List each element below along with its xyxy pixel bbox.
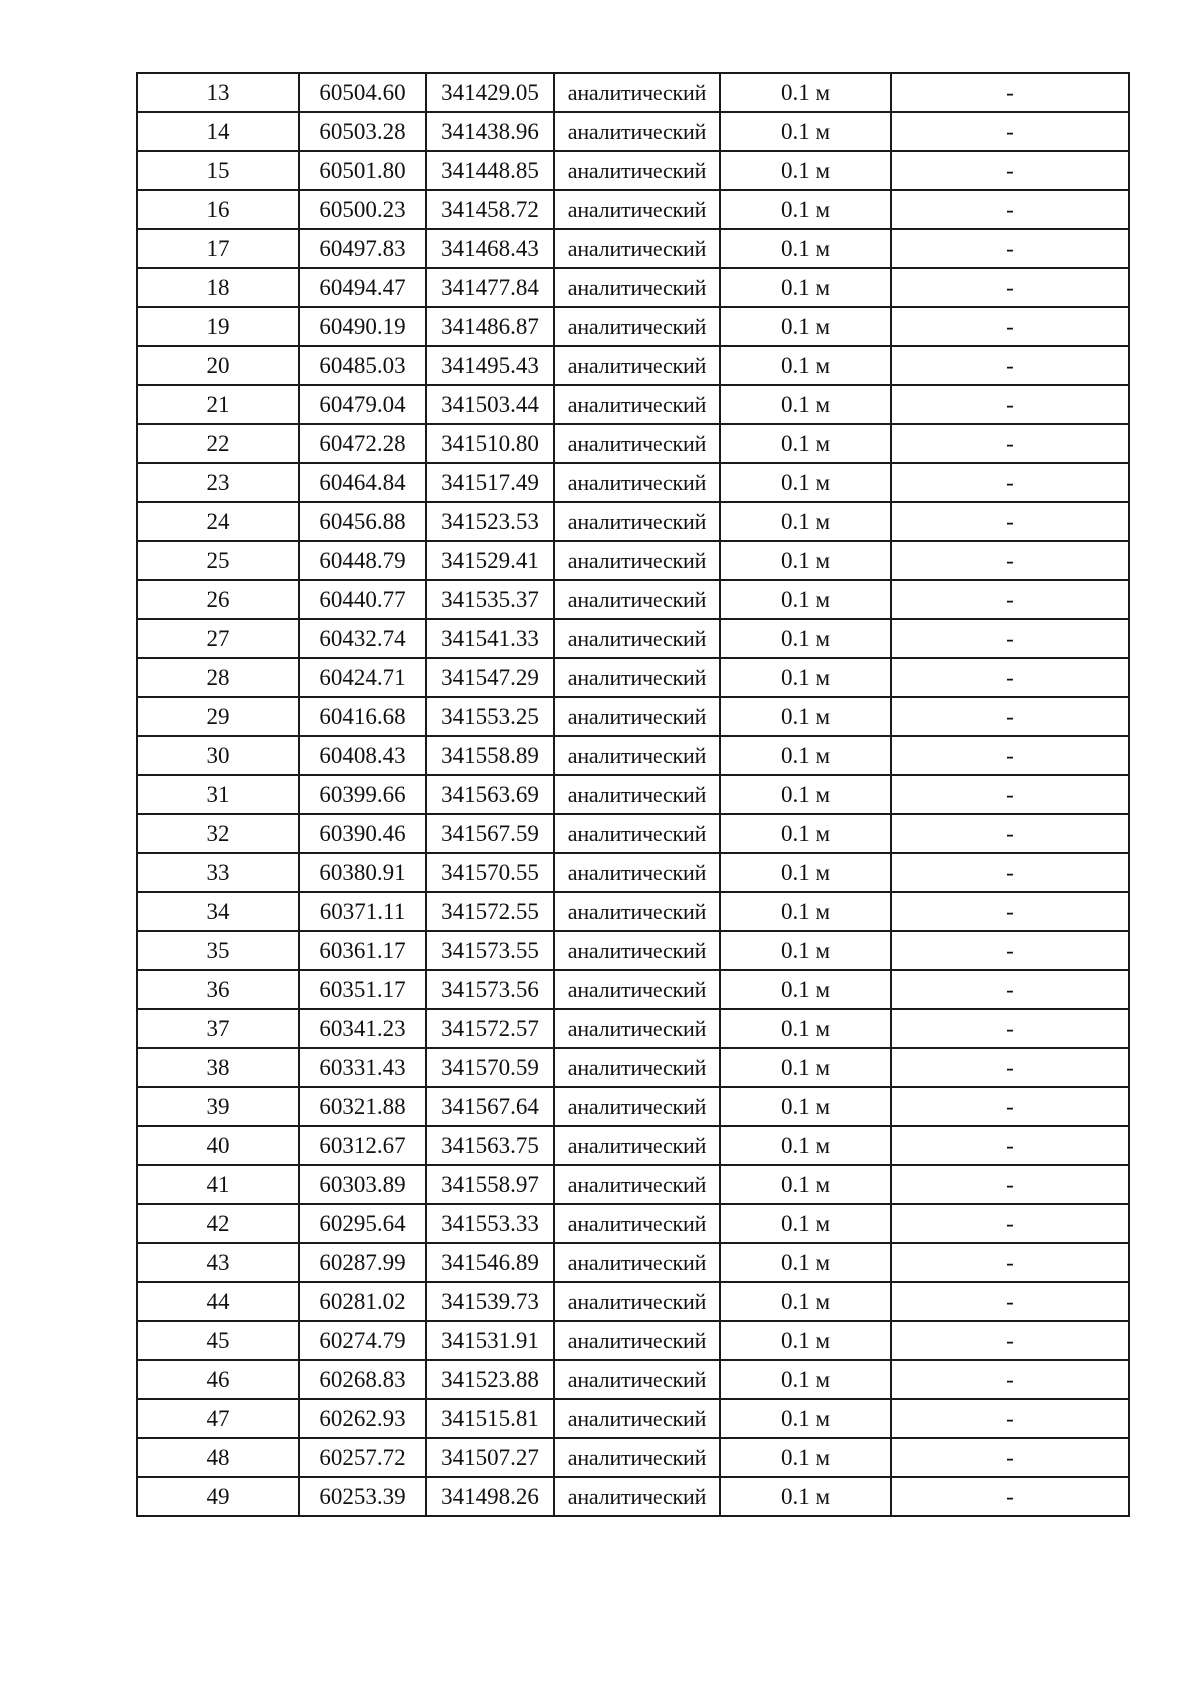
point-number-cell: 25 xyxy=(137,541,299,580)
method-cell: аналитический xyxy=(554,1204,720,1243)
table-row xyxy=(137,1321,1129,1360)
method-cell: аналитический xyxy=(554,814,720,853)
coordinates-table xyxy=(136,72,1130,1517)
y-coordinate-cell: 341558.97 xyxy=(426,1165,554,1204)
method-cell: аналитический xyxy=(554,775,720,814)
table-row xyxy=(137,268,1129,307)
note-cell: - xyxy=(891,1048,1129,1087)
point-number-cell: 17 xyxy=(137,229,299,268)
table-row xyxy=(137,190,1129,229)
x-coordinate-cell: 60321.88 xyxy=(299,1087,426,1126)
point-number-cell: 21 xyxy=(137,385,299,424)
table-row xyxy=(137,151,1129,190)
note-cell: - xyxy=(891,931,1129,970)
accuracy-cell: 0.1 м xyxy=(720,463,891,502)
table-row xyxy=(137,1360,1129,1399)
y-coordinate-cell: 341510.80 xyxy=(426,424,554,463)
method-cell: аналитический xyxy=(554,1009,720,1048)
method-cell: аналитический xyxy=(554,424,720,463)
table-row xyxy=(137,424,1129,463)
note-cell: - xyxy=(891,580,1129,619)
accuracy-cell: 0.1 м xyxy=(720,775,891,814)
method-cell: аналитический xyxy=(554,970,720,1009)
x-coordinate-cell: 60464.84 xyxy=(299,463,426,502)
table-row xyxy=(137,112,1129,151)
note-cell: - xyxy=(891,463,1129,502)
note-cell: - xyxy=(891,1477,1129,1516)
method-cell: аналитический xyxy=(554,1360,720,1399)
method-cell: аналитический xyxy=(554,1438,720,1477)
y-coordinate-cell: 341477.84 xyxy=(426,268,554,307)
note-cell: - xyxy=(891,268,1129,307)
point-number-cell: 24 xyxy=(137,502,299,541)
accuracy-cell: 0.1 м xyxy=(720,580,891,619)
y-coordinate-cell: 341517.49 xyxy=(426,463,554,502)
method-cell: аналитический xyxy=(554,541,720,580)
table-row xyxy=(137,1204,1129,1243)
point-number-cell: 31 xyxy=(137,775,299,814)
x-coordinate-cell: 60399.66 xyxy=(299,775,426,814)
method-cell: аналитический xyxy=(554,1048,720,1087)
note-cell: - xyxy=(891,1204,1129,1243)
accuracy-cell: 0.1 м xyxy=(720,1399,891,1438)
accuracy-cell: 0.1 м xyxy=(720,1009,891,1048)
point-number-cell: 23 xyxy=(137,463,299,502)
point-number-cell: 19 xyxy=(137,307,299,346)
y-coordinate-cell: 341495.43 xyxy=(426,346,554,385)
x-coordinate-cell: 60479.04 xyxy=(299,385,426,424)
y-coordinate-cell: 341529.41 xyxy=(426,541,554,580)
y-coordinate-cell: 341515.81 xyxy=(426,1399,554,1438)
point-number-cell: 30 xyxy=(137,736,299,775)
point-number-cell: 22 xyxy=(137,424,299,463)
y-coordinate-cell: 341498.26 xyxy=(426,1477,554,1516)
accuracy-cell: 0.1 м xyxy=(720,307,891,346)
method-cell: аналитический xyxy=(554,151,720,190)
x-coordinate-cell: 60440.77 xyxy=(299,580,426,619)
x-coordinate-cell: 60351.17 xyxy=(299,970,426,1009)
table-row xyxy=(137,1048,1129,1087)
note-cell: - xyxy=(891,658,1129,697)
point-number-cell: 16 xyxy=(137,190,299,229)
x-coordinate-cell: 60341.23 xyxy=(299,1009,426,1048)
table-row xyxy=(137,307,1129,346)
x-coordinate-cell: 60490.19 xyxy=(299,307,426,346)
note-cell: - xyxy=(891,1399,1129,1438)
table-row xyxy=(137,892,1129,931)
y-coordinate-cell: 341553.25 xyxy=(426,697,554,736)
x-coordinate-cell: 60257.72 xyxy=(299,1438,426,1477)
point-number-cell: 36 xyxy=(137,970,299,1009)
accuracy-cell: 0.1 м xyxy=(720,1204,891,1243)
y-coordinate-cell: 341570.59 xyxy=(426,1048,554,1087)
y-coordinate-cell: 341572.55 xyxy=(426,892,554,931)
table-row xyxy=(137,658,1129,697)
x-coordinate-cell: 60424.71 xyxy=(299,658,426,697)
point-number-cell: 18 xyxy=(137,268,299,307)
table-row xyxy=(137,385,1129,424)
note-cell: - xyxy=(891,697,1129,736)
y-coordinate-cell: 341507.27 xyxy=(426,1438,554,1477)
x-coordinate-cell: 60295.64 xyxy=(299,1204,426,1243)
accuracy-cell: 0.1 м xyxy=(720,970,891,1009)
accuracy-cell: 0.1 м xyxy=(720,814,891,853)
point-number-cell: 48 xyxy=(137,1438,299,1477)
x-coordinate-cell: 60497.83 xyxy=(299,229,426,268)
method-cell: аналитический xyxy=(554,463,720,502)
y-coordinate-cell: 341523.88 xyxy=(426,1360,554,1399)
table-row xyxy=(137,814,1129,853)
x-coordinate-cell: 60500.23 xyxy=(299,190,426,229)
y-coordinate-cell: 341429.05 xyxy=(426,73,554,112)
accuracy-cell: 0.1 м xyxy=(720,1477,891,1516)
y-coordinate-cell: 341558.89 xyxy=(426,736,554,775)
method-cell: аналитический xyxy=(554,1321,720,1360)
accuracy-cell: 0.1 м xyxy=(720,1321,891,1360)
note-cell: - xyxy=(891,385,1129,424)
y-coordinate-cell: 341438.96 xyxy=(426,112,554,151)
x-coordinate-cell: 60432.74 xyxy=(299,619,426,658)
table-row xyxy=(137,580,1129,619)
y-coordinate-cell: 341553.33 xyxy=(426,1204,554,1243)
point-number-cell: 41 xyxy=(137,1165,299,1204)
y-coordinate-cell: 341448.85 xyxy=(426,151,554,190)
accuracy-cell: 0.1 м xyxy=(720,1126,891,1165)
point-number-cell: 39 xyxy=(137,1087,299,1126)
point-number-cell: 29 xyxy=(137,697,299,736)
x-coordinate-cell: 60268.83 xyxy=(299,1360,426,1399)
note-cell: - xyxy=(891,229,1129,268)
method-cell: аналитический xyxy=(554,1243,720,1282)
point-number-cell: 40 xyxy=(137,1126,299,1165)
table-row xyxy=(137,1438,1129,1477)
method-cell: аналитический xyxy=(554,112,720,151)
method-cell: аналитический xyxy=(554,1165,720,1204)
note-cell: - xyxy=(891,736,1129,775)
accuracy-cell: 0.1 м xyxy=(720,541,891,580)
y-coordinate-cell: 341486.87 xyxy=(426,307,554,346)
accuracy-cell: 0.1 м xyxy=(720,892,891,931)
note-cell: - xyxy=(891,892,1129,931)
method-cell: аналитический xyxy=(554,346,720,385)
note-cell: - xyxy=(891,1165,1129,1204)
accuracy-cell: 0.1 м xyxy=(720,229,891,268)
table-row xyxy=(137,619,1129,658)
y-coordinate-cell: 341573.55 xyxy=(426,931,554,970)
y-coordinate-cell: 341535.37 xyxy=(426,580,554,619)
table-row xyxy=(137,463,1129,502)
point-number-cell: 27 xyxy=(137,619,299,658)
method-cell: аналитический xyxy=(554,580,720,619)
accuracy-cell: 0.1 м xyxy=(720,1360,891,1399)
note-cell: - xyxy=(891,112,1129,151)
table-row xyxy=(137,970,1129,1009)
note-cell: - xyxy=(891,970,1129,1009)
point-number-cell: 13 xyxy=(137,73,299,112)
method-cell: аналитический xyxy=(554,190,720,229)
x-coordinate-cell: 60287.99 xyxy=(299,1243,426,1282)
note-cell: - xyxy=(891,1243,1129,1282)
y-coordinate-cell: 341458.72 xyxy=(426,190,554,229)
accuracy-cell: 0.1 м xyxy=(720,1282,891,1321)
accuracy-cell: 0.1 м xyxy=(720,112,891,151)
method-cell: аналитический xyxy=(554,385,720,424)
y-coordinate-cell: 341572.57 xyxy=(426,1009,554,1048)
accuracy-cell: 0.1 м xyxy=(720,736,891,775)
point-number-cell: 49 xyxy=(137,1477,299,1516)
method-cell: аналитический xyxy=(554,931,720,970)
method-cell: аналитический xyxy=(554,1399,720,1438)
point-number-cell: 43 xyxy=(137,1243,299,1282)
x-coordinate-cell: 60312.67 xyxy=(299,1126,426,1165)
accuracy-cell: 0.1 м xyxy=(720,502,891,541)
y-coordinate-cell: 341546.89 xyxy=(426,1243,554,1282)
x-coordinate-cell: 60408.43 xyxy=(299,736,426,775)
note-cell: - xyxy=(891,1360,1129,1399)
note-cell: - xyxy=(891,1321,1129,1360)
note-cell: - xyxy=(891,1126,1129,1165)
x-coordinate-cell: 60262.93 xyxy=(299,1399,426,1438)
x-coordinate-cell: 60501.80 xyxy=(299,151,426,190)
accuracy-cell: 0.1 м xyxy=(720,697,891,736)
table-row xyxy=(137,1282,1129,1321)
accuracy-cell: 0.1 м xyxy=(720,268,891,307)
note-cell: - xyxy=(891,775,1129,814)
point-number-cell: 15 xyxy=(137,151,299,190)
y-coordinate-cell: 341567.59 xyxy=(426,814,554,853)
accuracy-cell: 0.1 м xyxy=(720,151,891,190)
table-row xyxy=(137,541,1129,580)
x-coordinate-cell: 60371.11 xyxy=(299,892,426,931)
x-coordinate-cell: 60448.79 xyxy=(299,541,426,580)
note-cell: - xyxy=(891,1438,1129,1477)
point-number-cell: 33 xyxy=(137,853,299,892)
point-number-cell: 46 xyxy=(137,1360,299,1399)
point-number-cell: 44 xyxy=(137,1282,299,1321)
method-cell: аналитический xyxy=(554,307,720,346)
y-coordinate-cell: 341563.75 xyxy=(426,1126,554,1165)
point-number-cell: 28 xyxy=(137,658,299,697)
table-row xyxy=(137,853,1129,892)
method-cell: аналитический xyxy=(554,268,720,307)
y-coordinate-cell: 341503.44 xyxy=(426,385,554,424)
table-row xyxy=(137,1087,1129,1126)
table-row xyxy=(137,73,1129,112)
x-coordinate-cell: 60456.88 xyxy=(299,502,426,541)
point-number-cell: 47 xyxy=(137,1399,299,1438)
point-number-cell: 42 xyxy=(137,1204,299,1243)
accuracy-cell: 0.1 м xyxy=(720,1087,891,1126)
y-coordinate-cell: 341573.56 xyxy=(426,970,554,1009)
method-cell: аналитический xyxy=(554,73,720,112)
point-number-cell: 37 xyxy=(137,1009,299,1048)
x-coordinate-cell: 60504.60 xyxy=(299,73,426,112)
note-cell: - xyxy=(891,1009,1129,1048)
table-row xyxy=(137,1009,1129,1048)
method-cell: аналитический xyxy=(554,697,720,736)
y-coordinate-cell: 341563.69 xyxy=(426,775,554,814)
point-number-cell: 20 xyxy=(137,346,299,385)
table-row xyxy=(137,229,1129,268)
accuracy-cell: 0.1 м xyxy=(720,931,891,970)
note-cell: - xyxy=(891,502,1129,541)
x-coordinate-cell: 60331.43 xyxy=(299,1048,426,1087)
method-cell: аналитический xyxy=(554,1282,720,1321)
point-number-cell: 14 xyxy=(137,112,299,151)
y-coordinate-cell: 341541.33 xyxy=(426,619,554,658)
method-cell: аналитический xyxy=(554,1126,720,1165)
x-coordinate-cell: 60361.17 xyxy=(299,931,426,970)
accuracy-cell: 0.1 м xyxy=(720,658,891,697)
note-cell: - xyxy=(891,814,1129,853)
method-cell: аналитический xyxy=(554,658,720,697)
point-number-cell: 45 xyxy=(137,1321,299,1360)
accuracy-cell: 0.1 м xyxy=(720,73,891,112)
table-row xyxy=(137,931,1129,970)
point-number-cell: 32 xyxy=(137,814,299,853)
x-coordinate-cell: 60390.46 xyxy=(299,814,426,853)
y-coordinate-cell: 341531.91 xyxy=(426,1321,554,1360)
accuracy-cell: 0.1 м xyxy=(720,1243,891,1282)
y-coordinate-cell: 341468.43 xyxy=(426,229,554,268)
y-coordinate-cell: 341539.73 xyxy=(426,1282,554,1321)
table-row xyxy=(137,736,1129,775)
method-cell: аналитический xyxy=(554,736,720,775)
table-row xyxy=(137,1126,1129,1165)
note-cell: - xyxy=(891,151,1129,190)
x-coordinate-cell: 60472.28 xyxy=(299,424,426,463)
x-coordinate-cell: 60303.89 xyxy=(299,1165,426,1204)
y-coordinate-cell: 341547.29 xyxy=(426,658,554,697)
table-row xyxy=(137,1165,1129,1204)
method-cell: аналитический xyxy=(554,1087,720,1126)
point-number-cell: 38 xyxy=(137,1048,299,1087)
method-cell: аналитический xyxy=(554,229,720,268)
note-cell: - xyxy=(891,1282,1129,1321)
y-coordinate-cell: 341567.64 xyxy=(426,1087,554,1126)
note-cell: - xyxy=(891,1087,1129,1126)
x-coordinate-cell: 60380.91 xyxy=(299,853,426,892)
point-number-cell: 35 xyxy=(137,931,299,970)
x-coordinate-cell: 60503.28 xyxy=(299,112,426,151)
accuracy-cell: 0.1 м xyxy=(720,1438,891,1477)
note-cell: - xyxy=(891,190,1129,229)
x-coordinate-cell: 60485.03 xyxy=(299,346,426,385)
note-cell: - xyxy=(891,619,1129,658)
note-cell: - xyxy=(891,541,1129,580)
table-row xyxy=(137,1243,1129,1282)
note-cell: - xyxy=(891,424,1129,463)
x-coordinate-cell: 60281.02 xyxy=(299,1282,426,1321)
method-cell: аналитический xyxy=(554,853,720,892)
method-cell: аналитический xyxy=(554,619,720,658)
accuracy-cell: 0.1 м xyxy=(720,424,891,463)
table-row xyxy=(137,1477,1129,1516)
accuracy-cell: 0.1 м xyxy=(720,1048,891,1087)
method-cell: аналитический xyxy=(554,1477,720,1516)
x-coordinate-cell: 60416.68 xyxy=(299,697,426,736)
accuracy-cell: 0.1 м xyxy=(720,190,891,229)
note-cell: - xyxy=(891,73,1129,112)
x-coordinate-cell: 60253.39 xyxy=(299,1477,426,1516)
accuracy-cell: 0.1 м xyxy=(720,346,891,385)
note-cell: - xyxy=(891,853,1129,892)
y-coordinate-cell: 341523.53 xyxy=(426,502,554,541)
x-coordinate-cell: 60274.79 xyxy=(299,1321,426,1360)
method-cell: аналитический xyxy=(554,502,720,541)
accuracy-cell: 0.1 м xyxy=(720,853,891,892)
accuracy-cell: 0.1 м xyxy=(720,1165,891,1204)
table-row xyxy=(137,775,1129,814)
method-cell: аналитический xyxy=(554,892,720,931)
note-cell: - xyxy=(891,346,1129,385)
accuracy-cell: 0.1 м xyxy=(720,619,891,658)
note-cell: - xyxy=(891,307,1129,346)
point-number-cell: 26 xyxy=(137,580,299,619)
point-number-cell: 34 xyxy=(137,892,299,931)
table-row xyxy=(137,346,1129,385)
table-row xyxy=(137,697,1129,736)
x-coordinate-cell: 60494.47 xyxy=(299,268,426,307)
table-row xyxy=(137,1399,1129,1438)
y-coordinate-cell: 341570.55 xyxy=(426,853,554,892)
accuracy-cell: 0.1 м xyxy=(720,385,891,424)
coordinates-table-body xyxy=(137,73,1129,1516)
table-row xyxy=(137,502,1129,541)
